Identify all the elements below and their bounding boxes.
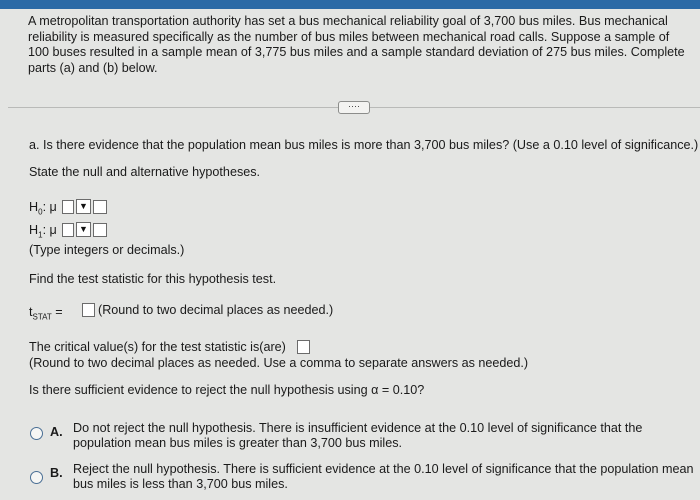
top-bar <box>0 0 700 9</box>
h1-spacer-box <box>62 223 74 237</box>
h0-label: $H_0$: μ <box>29 200 57 217</box>
find-test-statistic-prompt: Find the test statistic for this hypothesis test. <box>29 272 277 286</box>
chevron-down-icon: ▼ <box>79 201 88 211</box>
h1-label: $H_1$: μ <box>29 223 57 240</box>
chevron-down-icon: ▼ <box>79 224 88 234</box>
tstat-input[interactable] <box>82 303 95 317</box>
h0-operator-dropdown[interactable] <box>76 199 91 214</box>
h0-spacer-box <box>62 200 74 214</box>
state-hypotheses-prompt: State the null and alternative hypotheses. <box>29 165 261 179</box>
problem-intro: A metropolitan transportation authority has set a bus mechanical reliability goal of 3,700 bus miles. Bus mechanical reliability is measured specifically as the number of bus miles between mechanical road calls. Suppose a sample of 100 buses resulted in a sample mean of 3,775 bus miles and a sample standard deviation of 275 bus miles. Complete parts (a) and (b) below. <box>28 14 685 75</box>
part-a-question: a. Is there evidence that the population mean bus miles is more than 3,700 bus miles? (Use a 0.10 level of significance.) <box>29 138 699 152</box>
option-b-text[interactable]: Reject the null hypothesis. There is sufficient evidence at the 0.10 level of significance that the population mean bus miles is less than 3,700 bus miles. <box>73 462 694 491</box>
option-a-radio[interactable] <box>30 427 43 440</box>
critical-value-prompt: The critical value(s) for the test statistic is(are) <box>29 340 286 354</box>
critical-value-input[interactable] <box>297 340 310 354</box>
expand-button[interactable]: ···· <box>338 101 370 114</box>
option-a-text[interactable]: Do not reject the null hypothesis. There is insufficient evidence at the 0.10 level of significance that the population mean bus miles is greater than 3,700 bus miles. <box>73 421 643 450</box>
option-b-radio[interactable] <box>30 471 43 484</box>
option-b-letter: B. <box>50 466 63 480</box>
h0-value-input[interactable] <box>93 200 107 214</box>
h1-value-input[interactable] <box>93 223 107 237</box>
sufficient-evidence-question: Is there sufficient evidence to reject the null hypothesis using α = 0.10? <box>29 383 425 397</box>
tstat-round-hint: (Round to two decimal places as needed.) <box>98 303 334 317</box>
option-a-letter: A. <box>50 425 63 439</box>
tstat-label: $t_{STAT}$ = <box>29 305 63 322</box>
h1-operator-dropdown[interactable] <box>76 222 91 237</box>
type-hint: (Type integers or decimals.) <box>29 243 185 257</box>
critical-value-hint: (Round to two decimal places as needed. Use a comma to separate answers as needed.) <box>29 356 529 370</box>
